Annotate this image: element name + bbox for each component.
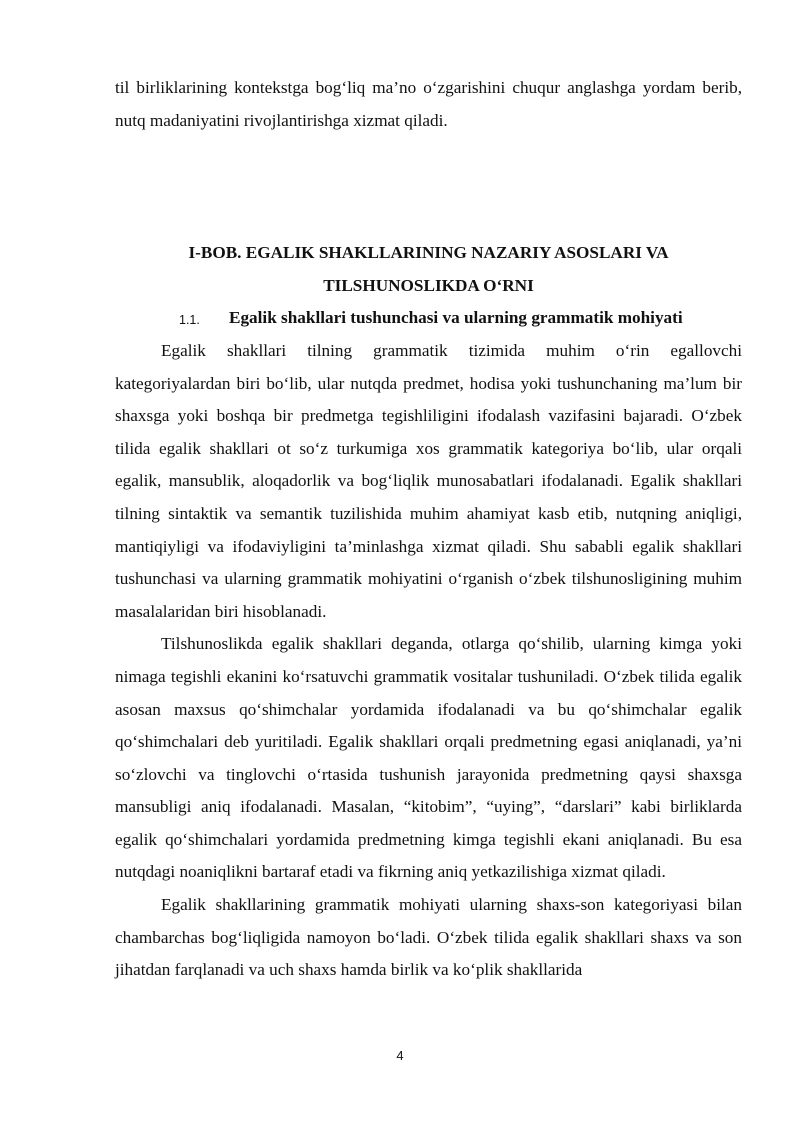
body-paragraph-1: Egalik shakllari tilning grammatik tizimida muhim o‘rin egallovchi kategoriyalardan biri bo‘lib, ular nutqda predmet, hodisa yoki tushunchaning ma’lum bir shaxsga yoki boshqa bir predmetga tegishliligini ifodalash vazifasini bajaradi. O‘zbek tilida egalik shakllari ot so‘z turkumiga xos grammatik kategoriya bo‘lib, ular orqali egalik, mansublik, aloqadorlik va bog‘liqlik munosabatlari ifodalanadi. Egalik shakllari tilning sintaktik va semantik tuzilishida muhim ahamiyat kasb etib, nutqning aniqligi, mantiqiyligi va ifodaviyligini ta’minlashga xizmat qiladi. Shu sababli egalik shakllari tushunchasi va ularning grammatik mohiyatini o‘rganish o‘zbek tilshunosligining muhim masalalaridan biri hisoblanadi.	[115, 340, 742, 621]
section-title: Egalik shakllari tushunchasi va ularning grammatik mohiyati	[229, 308, 683, 328]
spacer	[115, 137, 742, 237]
chapter-title: I-BOB. EGALIK SHAKLLARINING NAZARIY ASOSLARI VA TILSHUNOSLIKDA O‘RNI	[188, 243, 669, 295]
section-heading	[115, 302, 742, 335]
section-number: 1.1.	[179, 313, 200, 328]
body-paragraph-2: Tilshunoslikda egalik shakllari deganda, otlarga qo‘shilib, ularning kimga yoki nimaga tegishli ekanini ko‘rsatuvchi grammatik vositalar tushuniladi. O‘zbek tilida egalik asosan maxsus qo‘shimchalar yordamida ifodalanadi va bu qo‘shimchalar egalik qo‘shimchalari deb yuritiladi. Egalik shakllari orqali predmetning egasi aniqlanadi, ya’ni so‘zlovchi va tinglovchi o‘rtasida tushunish jarayonida predmetning qaysi shaxsga mansubligi aniq ifodalanadi. Masalan, “kitobim”, “uying”, “darslari” kabi birliklarda egalik qo‘shimchalari yordamida predmetning kimga tegishli ekani aniqlanadi. Bu esa nutqdagi noaniqlikni bartaraf etadi va fikrning aniq yetkazilishiga xizmat qiladi.	[115, 634, 742, 882]
document-page	[115, 72, 742, 987]
page-number: 4	[396, 1048, 404, 1063]
intro-paragraph: til birliklarining kontekstga bog‘liq ma’no o‘zgarishini chuqur anglashga yordam berib, nutq madaniyatini rivojlantirishga xizmat qiladi.	[115, 78, 742, 130]
body-paragraph-3: Egalik shakllarining grammatik mohiyati ularning shaxs-son kategoriyasi bilan chambarchas bog‘liqligida namoyon bo‘ladi. O‘zbek tilida egalik shakllari shaxs va son jihatdan farqlanadi va uch shaxs hamda birlik va ko‘plik shakllarida	[115, 895, 742, 980]
